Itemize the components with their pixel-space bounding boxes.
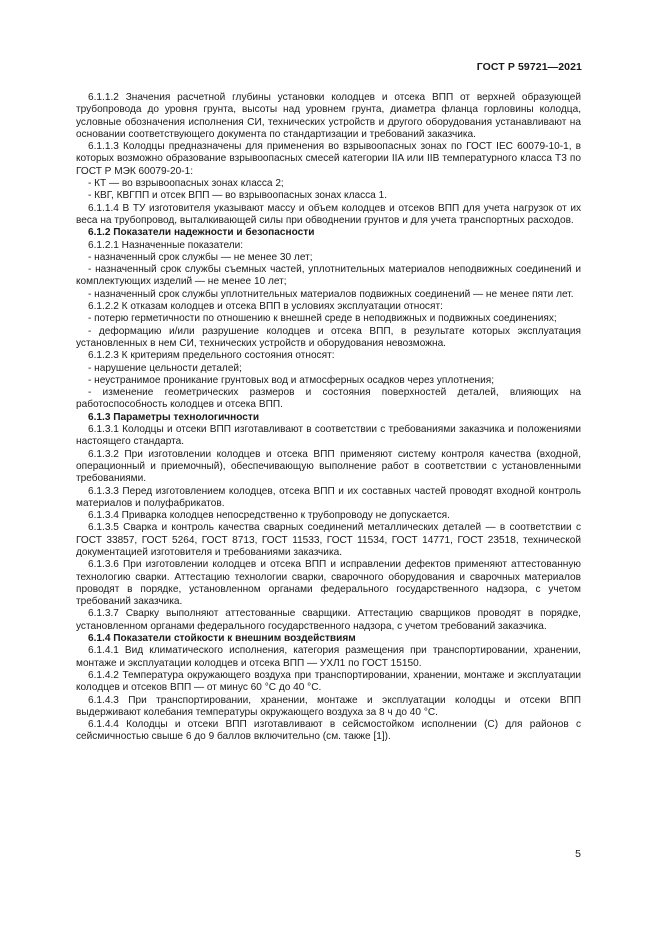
paragraph: 6.1.3.4 Приварка колодцев непосредственно к трубопроводу не допускается. [88, 510, 450, 522]
paragraph: - потерю герметичности по отношению к внешней среде в неподвижных и подвижных соединениях; [88, 313, 557, 325]
document-id-header: ГОСТ Р 59721—2021 [476, 61, 582, 73]
section-heading: 6.1.3 Параметры технологичности [88, 411, 260, 423]
paragraph: - назначенный срок службы уплотнительных материалов подвижных соединений — не менее пяти лет. [88, 288, 574, 300]
paragraph: 6.1.1.3 Колодцы предназначены для применения во взрывоопасных зонах по ГОСТ IEC 60079-10-1, в которых возможно образование взрывоопасных смесей категории IIA или IIB температурного класса Т3 по ГОСТ Р МЭК 60079-20-1: [76, 141, 581, 177]
paragraph: - назначенный срок службы съемных частей, уплотнительных материалов неподвижных соединений и комплектующих изделий — не менее 10 лет; [76, 264, 581, 288]
paragraph: 6.1.3.1 Колодцы и отсеки ВПП изготавливают в соответствии с требованиями заказчика и положениями настоящего стандарта. [76, 424, 581, 448]
paragraph: 6.1.3.2 При изготовлении колодцев и отсека ВПП применяют систему контроля качества (входной, операционный и приемочный), обеспечивающую выполнение работ в соответствии с установленными требованиями. [76, 448, 581, 485]
paragraph: 6.1.4.4 Колодцы и отсеки ВПП изготавливают в сейсмостойком исполнении (С) для районов с сейсмичностью свыше 6 до 9 баллов включительно (см. также [1]). [76, 719, 581, 743]
paragraph: - нарушение цельности деталей; [88, 362, 242, 374]
paragraph: 6.1.2.1 Назначенные показатели: [88, 239, 244, 251]
paragraph: 6.1.1.2 Значения расчетной глубины установки колодцев и отсека ВПП от верхней образующей трубопровода до уровня грунта, высоты над уровнем грунта, диаметра фланца горловины колодца, условные обозначения исполнения СИ, технических устройств и другого оборудования устанавливают на основании соответствующего документа по стандартизации и требований заказчика. [76, 92, 581, 140]
paragraph: 6.1.1.4 В ТУ изготовителя указывают массу и объем колодцев и отсеков ВПП для учета нагрузок от их веса на трубопровод, выталкивающей силы при обводнении грунтов и для учета транспортных расходов. [76, 202, 581, 226]
paragraph: 6.1.3.3 Перед изготовлением колодцев, отсека ВПП и их составных частей проводят входной контроль материалов и полуфабрикатов. [76, 485, 581, 509]
paragraph: - КВГ, КВГПП и отсек ВПП — во взрывоопасных зонах класса 1. [88, 190, 388, 202]
paragraph: 6.1.2.3 К критериям предельного состояния относят: [88, 350, 335, 362]
section-heading: 6.1.4 Показатели стойкости к внешним воздействиям [88, 633, 356, 645]
paragraph: 6.1.3.6 При изготовлении колодцев и отсека ВПП и исправлении дефектов применяют аттестованную технологию сварки. Аттестацию технологии сварки, сварочного оборудования и сварочных материалов проводят в порядке, установленном органами федерального государственного надзора, с учетом требований заказчика. [76, 559, 581, 608]
paragraph: - неустранимое проникание грунтовых вод и атмосферных осадков через уплотнения; [88, 374, 495, 386]
section-heading: 6.1.2 Показатели надежности и безопасности [88, 227, 315, 239]
paragraph: - деформацию и/или разрушение колодцев и отсека ВПП, в результате которых эксплуатация установленных в нем СИ, технических устройств и оборудования невозможна. [76, 325, 581, 349]
paragraph: 6.1.4.2 Температура окружающего воздуха при транспортировании, хранении, монтаже и эксплуатации колодцев и отсеков ВПП — от минус 60 °С до 40 °С. [76, 669, 581, 694]
paragraph: 6.1.3.5 Сварка и контроль качества сварных соединений металлических деталей — в соответствии с ГОСТ 33857, ГОСТ 5264, ГОСТ 8713, ГОСТ 11533, ГОСТ 11534, ГОСТ 14771, ГОСТ 23518, технической документацией изготовителя и требованиями заказчика. [76, 522, 581, 558]
paragraph: 6.1.3.7 Сварку выполняют аттестованные сварщики. Аттестацию сварщиков проводят в порядке, установленном органами федерального государственного надзора, с учетом требований заказчика. [76, 608, 581, 632]
paragraph: - КТ — во взрывоопасных зонах класса 2; [88, 178, 284, 190]
paragraph: 6.1.2.2 К отказам колодцев и отсека ВПП в условиях эксплуатации относят: [88, 301, 443, 313]
paragraph: - изменение геометрических размеров и состояния поверхностей деталей, влияющих на работоспособность колодцев и отсека ВПП. [76, 387, 581, 411]
document-body [76, 92, 581, 744]
paragraph: - назначенный срок службы — не менее 30 лет; [88, 251, 313, 263]
paragraph: 6.1.4.3 При транспортировании, хранении, монтаже и эксплуатации колодцы и отсеки ВПП выдерживают колебания температуры окружающего воздуха за 8 ч до 40 °С. [76, 694, 581, 718]
page-number: 5 [575, 848, 581, 860]
paragraph: 6.1.4.1 Вид климатического исполнения, категория размещения при транспортировании, хранении, монтаже и эксплуатации колодцев и отсека ВПП — УХЛ1 по ГОСТ 15150. [76, 645, 581, 669]
